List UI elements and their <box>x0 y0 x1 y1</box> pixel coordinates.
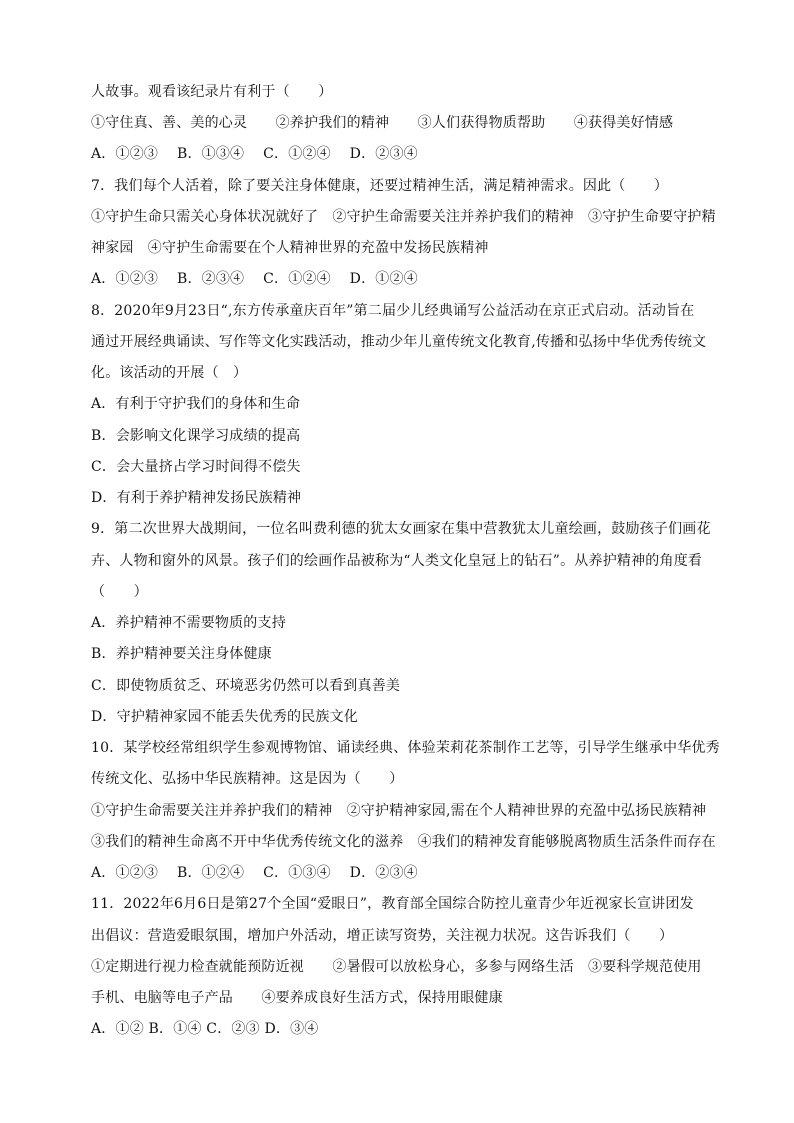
q11-stem-1: 11．2022年6月6日是第27个全国“爱眼日”，教育部全国综合防控儿童青少年近视家长宣讲团发 <box>91 896 694 912</box>
q10-stem-2: 传统文化、弘扬中华民族精神。这是因为（ ） <box>91 771 404 787</box>
q9-option-c: C．即使物质贫乏、环境恶劣仍然可以看到真善美 <box>91 678 401 694</box>
q9-option-d: D．守护精神家园不能丢失优秀的民族文化 <box>91 709 359 725</box>
q8-stem-1: 8．2020年9月23日“,东方传承童庆百年”第二届少儿经典诵写公益活动在京正式启动。活动旨在 <box>91 303 695 319</box>
q9-option-a: A．养护精神不需要物质的支持 <box>91 615 286 631</box>
q10-choices: A．①②③ B．①②④ C．①③④ D．②③④ <box>91 865 418 881</box>
q6-choices: A．①②③ B．①③④ C．①②④ D．②③④ <box>91 146 418 162</box>
q7-statements-1: ①守护生命只需关心身体状况就好了 ②守护生命需要关注并养护我们的精神 ③守护生命要守护精 <box>91 209 716 225</box>
q9-stem-1: 9．第二次世界大战期间，一位名叫费利德的犹太女画家在集中营教犹太儿童绘画，鼓励孩子们画花 <box>91 521 711 537</box>
q10-statements-2: ③我们的精神生命离不开中华优秀传统文化的滋养 ④我们的精神发育能够脱离物质生活条件而存在 <box>91 834 716 850</box>
q9-option-b: B．养护精神要关注身体健康 <box>91 646 272 662</box>
q8-option-d: D．有利于养护精神发扬民族精神 <box>91 490 302 506</box>
q8-option-a: A．有利于守护我们的身体和生命 <box>91 396 301 412</box>
q10-statements-1: ①守护生命需要关注并养护我们的精神 ②守护精神家园,需在个人精神世界的充盈中弘扬民族精神 <box>91 803 707 819</box>
q10-stem-1: 10．某学校经常组织学生参观博物馆、诵读经典、体验茉莉花茶制作工艺等，引导学生继承中华优秀 <box>91 740 720 756</box>
q9-stem-2: 卉、人物和窗外的风景。孩子们的绘画作品被称为“人类文化皇冠上的钻石”。从养护精神的角度看 <box>91 553 703 569</box>
q8-option-b: B．会影响文化课学习成绩的提高 <box>91 428 301 444</box>
q7-statements-2: 神家园 ④守护生命需要在个人精神世界的充盈中发扬民族精神 <box>91 240 489 256</box>
q8-option-c: C．会大量挤占学习时间得不偿失 <box>91 459 301 475</box>
q11-stem-2: 出倡议：营造爱眼氛围，增加户外活动，增正读写资势，关注视力状况。这告诉我们（ ） <box>91 928 674 944</box>
q7-stem: 7．我们每个人活着，除了要关注身体健康，还要过精神生活，满足精神需求。因此（ ） <box>91 178 669 194</box>
q6-stem-tail: 人故事。观看该纪录片有利于（ ） <box>91 84 333 100</box>
q8-stem-2: 通过开展经典诵读、写作等文化实践活动，推动少年儿童传统文化教育,传播和弘扬中华优秀传统文 <box>91 334 707 350</box>
q11-choices: A．①② B．①④ C．②③ D．③④ <box>91 1021 319 1037</box>
q7-choices: A．①②③ B．②③④ C．①②④ D．①②④ <box>91 271 418 287</box>
q8-stem-3: 化。该活动的开展（ ） <box>91 365 248 381</box>
q11-statements-2: 手机、电脑等电子产品 ④要养成良好生活方式，保持用眼健康 <box>91 990 503 1006</box>
q6-statements: ①守住真、善、美的心灵 ②养护我们的精神 ③人们获得物质帮助 ④获得美好情感 <box>91 115 674 131</box>
q9-stem-3: （ ） <box>91 584 148 600</box>
q11-statements-1: ①定期进行视力检查就能预防近视 ②暑假可以放松身心，多参与网络生活 ③要科学规范使用 <box>91 959 702 975</box>
